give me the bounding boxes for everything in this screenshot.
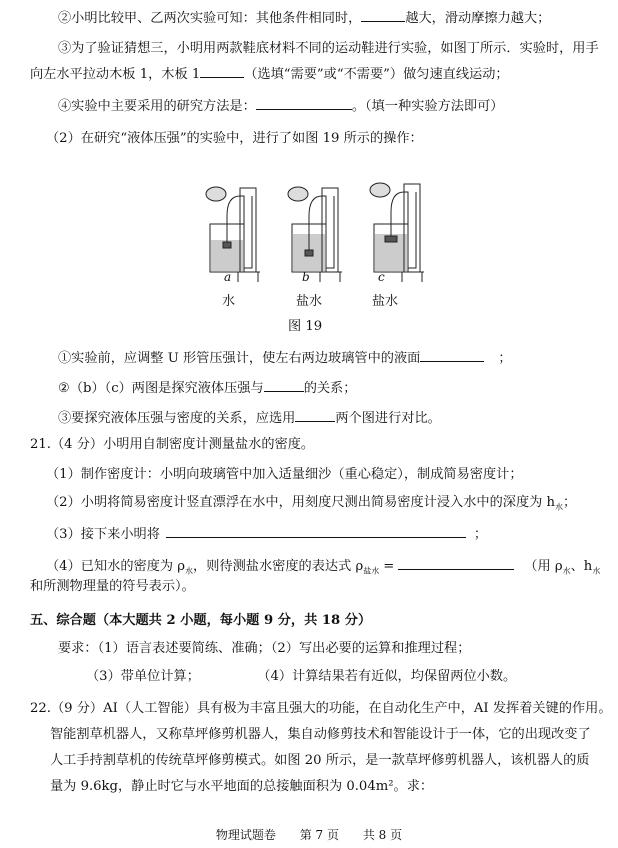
footer-total-pages: 共 8 页 xyxy=(362,828,403,842)
text: （4）已知水的密度为 ρ xyxy=(46,559,186,574)
text: ，则待测盐水密度的表达式 ρ xyxy=(193,559,364,574)
line-part2-q1 xyxy=(58,348,512,368)
text: 的关系； xyxy=(303,381,357,396)
text: ②小明比较甲、乙两次实验可知：其他条件相同时， xyxy=(58,11,362,26)
text: 、h xyxy=(570,559,593,574)
figure-caption: 图 19 xyxy=(288,319,323,334)
text: （4）计算结果若有近似，均保留两位小数。 xyxy=(263,669,517,684)
text: （3）接下来小明将 xyxy=(46,527,160,542)
line-q4 xyxy=(58,96,503,116)
q21-step4 xyxy=(46,556,600,581)
figure-liquid-c: 盐水 xyxy=(372,294,399,309)
q21-step3 xyxy=(46,524,487,544)
q21-step4-cont: 和所测物理量的符号表示）。 xyxy=(30,579,195,594)
subscript: 水 xyxy=(555,502,564,512)
question-22-line3: 人工手持割草机的传统草坪修剪模式。如图 20 所示，是一款草坪修剪机器人，该机器人的质 xyxy=(50,753,590,768)
subscript: 水 xyxy=(185,566,194,576)
subscript: 水 xyxy=(562,566,571,576)
section-5-requirements: 要求：（1）语言表述要简练、准确；（2）写出必要的运算和推理过程； xyxy=(58,641,471,656)
page-footer xyxy=(0,826,618,843)
figure-label-a: a xyxy=(224,270,232,284)
answer-blank[interactable] xyxy=(295,408,335,422)
answer-blank[interactable] xyxy=(200,64,244,78)
figure-label-b: b xyxy=(302,270,310,284)
answer-blank[interactable] xyxy=(398,556,514,570)
text: ； xyxy=(498,351,512,366)
q21-step1: （1）制作密度计：小明向玻璃管中加入适量细沙（重心稳定），制成简易密度计； xyxy=(46,467,523,482)
answer-blank[interactable] xyxy=(256,96,352,110)
footer-page-number: 第 7 页 xyxy=(299,828,339,842)
line-part2: （2）在研究“液体压强”的实验中，进行了如图 19 所示的操作： xyxy=(46,131,423,146)
text: = xyxy=(383,559,395,574)
line-part2-q2 xyxy=(58,378,356,398)
text: 越大，滑动摩擦力越大； xyxy=(405,11,551,26)
section-5-heading: 五、综合题（本大题共 2 小题，每小题 9 分，共 18 分） xyxy=(30,613,372,628)
section-5-requirements-cont xyxy=(86,668,516,686)
text: ④实验中主要采用的研究方法是： xyxy=(58,99,256,114)
q21-step2 xyxy=(46,494,576,517)
subscript: 盐水 xyxy=(363,566,380,576)
text: ①实验前，应调整 U 形管压强计，使左右两边玻璃管中的液面 xyxy=(58,351,421,366)
line-part2-q3 xyxy=(58,408,441,428)
text: （3）带单位计算； xyxy=(86,669,200,684)
subscript: 水 xyxy=(592,566,601,576)
line-q3-cont xyxy=(30,64,509,84)
text: ； xyxy=(473,527,488,542)
figure-label-c: c xyxy=(378,270,385,284)
answer-blank[interactable] xyxy=(264,378,304,392)
text: （选填“需要”或“不需要”）做匀速直线运动； xyxy=(244,67,509,82)
line-q2 xyxy=(58,8,550,28)
footer-subject: 物理试题卷 xyxy=(215,828,276,842)
question-21: 21.（4 分）小明用自制密度计测量盐水的密度。 xyxy=(30,437,315,452)
text: ③要探究液体压强与密度的关系，应选用 xyxy=(58,411,296,426)
question-22-line2: 智能割草机器人，又称草坪修剪机器人，集自动修剪技术和智能设计于一体，它的出现改变了 xyxy=(50,727,591,742)
text: ②（b）（c）两图是探究液体压强与 xyxy=(58,381,264,396)
text: （用 ρ xyxy=(524,559,563,574)
answer-blank[interactable] xyxy=(420,348,484,362)
text: （2）小明将简易密度计竖直漂浮在水中，用刻度尺测出简易密度计浸入水中的深度为 h xyxy=(46,495,556,510)
figure-liquid-b: 盐水 xyxy=(296,294,323,309)
text: 两个图进行对比。 xyxy=(335,411,441,426)
question-22: 22.（9 分）AI（人工智能）具有极为丰富且强大的功能，在自动化生产中，AI 发挥着关键的作用。 xyxy=(30,701,612,716)
line-q3: ③为了验证猜想三，小明用两款鞋底材料不同的运动鞋进行实验，如图丁所示．实验时，用手 xyxy=(58,41,599,56)
answer-blank[interactable] xyxy=(166,524,466,538)
answer-blank[interactable] xyxy=(361,8,405,22)
figure-liquid-a: 水 xyxy=(222,294,236,309)
figure-19-apparatus xyxy=(200,176,440,296)
text: 向左水平拉动木板 1，木板 1 xyxy=(30,67,201,82)
question-22-line4: 量为 9.6kg，静止时它与水平地面的总接触面积为 0.04m²。求： xyxy=(50,779,434,794)
text: ； xyxy=(563,495,577,510)
text: 。（填一种实验方法即可） xyxy=(351,99,504,114)
